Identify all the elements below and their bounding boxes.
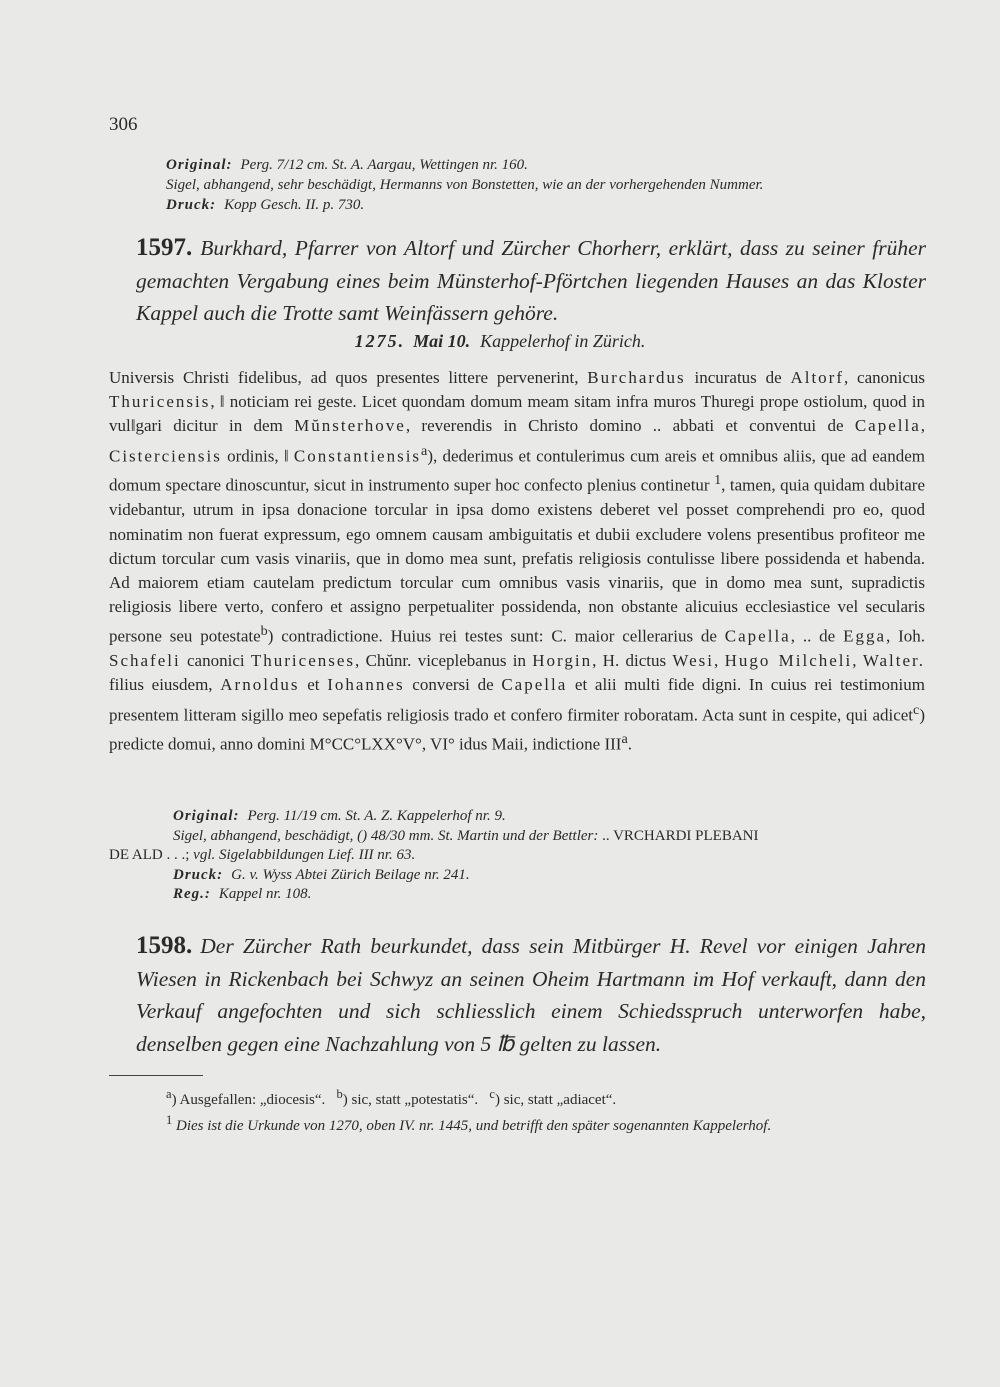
date-year: 1275. <box>354 331 406 351</box>
original-line: Original: Perg. 11/19 cm. St. A. Z. Kappelerhof nr. 9. <box>173 808 506 824</box>
footnote-1: $^1$ Dies ist die Urkunde von 1270, oben IV. nr. 1445, und betrifft den später sogenannten Kappelerhof. <box>166 1113 772 1134</box>
entry-summary: Burkhard, Pfarrer von Altorf und Zürcher Chorherr, erklärt, dass zu seiner früher gemachten Vergabung eines beim Münsterhof-Pförtchen liegenden Hauses an das Kloster Kappel auch die Trotte samt Weinfässern gehöre. <box>136 236 926 325</box>
page-number: 306 <box>109 114 138 135</box>
entry-number: 1597. <box>136 234 193 261</box>
druck-label: Druck: <box>166 197 217 213</box>
sigel-line-2: DE ALD . . .; vgl. Sigelabbildungen Lief. III nr. 63. <box>109 847 416 863</box>
sigel-line: Sigel, abhangend, beschädigt, () 48/30 mm. St. Martin und der Bettler: .. VRCHARDI PLEBANI <box>173 827 759 844</box>
entry-1597-heading <box>136 232 926 330</box>
original-label: Original: <box>166 157 233 173</box>
original-text: Perg. 7/12 cm. St. A. Aargau, Wettingen nr. 160. <box>240 157 528 173</box>
date-place: Kappelerhof in Zürich. <box>480 331 646 351</box>
footnote-letters: $^a$) Ausgefallen: „diocesis“. $^b$) sic, statt „potestatis“. $^c$) sic, statt „adiacet“. <box>166 1087 617 1108</box>
entry-1597-dateline <box>0 331 1000 352</box>
entry-1597-text: Universis Christi fidelibus, ad quos presentes littere pervenerint, Burchardus incuratus de Altorf, canonicus Thuricensis, ‖ noticiam rei geste. Licet quondam domum meam sitam infra muros Thuregi prope ostiolum, quod in vul‖gari dicitur in dem Mŭnsterhove, reverendis in Christo domino .. abbati et conventui de Capella, Cisterciensis ordinis, ‖ Constantiensis$^a$), dederimus et contulerimus cum areis et omnibus aliis, que ad eandem domum spectare dinoscuntur, sicut in instrumento super hoc confecto plenius continetur $^1$, tamen, quia quidam dubitare videbantur, utrum in ipsa donacione torcular in ipsa domo existens deberet vel posset comprehendi pro eo, quod nominatim non fuerat expressum, ego omnem causam ambiguitatis et dubii excludere volens presentibus profiteor me dictum torcular cum vasis vinariis, que in domo mea sunt, prefatis religiosis contulisse libere possidenda et habenda. Ad maiorem etiam cautelam predictum torcular cum omnibus vasis vinariis, que in domo mea sunt, supradictis religiosis libere verto, confero et assigno perpetualiter possidenda, non obstante alicuius ecclesiastice vel secularis persone seu potestate$^b$) contradictione. Huius rei testes sunt: C. maior cellerarius de Capella, .. de Egga, Ioh. Schafeli canonici Thuricenses, Chŭnr. viceplebanus in Horgin, H. dictus Wesi, Hugo Milcheli, Walter. filius eiusdem, Arnoldus et Iohannes conversi de Capella et alii multi fide digni. In cuius rei testimonium presentem litteram sigillo meo sepefatis religiosis trado et confero firmiter roboratam. Acta sunt in cespite, qui adicet$^c$) predicte domui, anno domini M°CC°LXX°V°, VI° idus Maii, indictione III$^a$. <box>109 368 926 755</box>
entry-1598-heading <box>136 930 926 1060</box>
footnote-divider <box>109 1075 203 1076</box>
prev-original-line <box>166 156 528 175</box>
reg-line: Reg.: Kappel nr. 108. <box>173 886 312 902</box>
date-day: Mai 10. <box>413 331 471 351</box>
entry-summary: Der Zürcher Rath beurkundet, dass sein Mitbürger H. Revel vor einigen Jahren Wiesen in Rickenbach bei Schwyz an seinen Oheim Hartmann im Hof verkauft, dann den Verkauf angefochten und sich schliesslich einem Schiedsspruch unterworfen habe, denselben gegen eine Nachzahlung von 5 ℔ gelten zu lassen. <box>136 934 926 1056</box>
prev-sigel-line: Sigel, abhangend, sehr beschädigt, Hermanns von Bonstetten, wie an der vorhergehenden Nummer. <box>166 177 764 193</box>
prev-druck-line <box>166 196 364 215</box>
entry-1597-meta <box>109 807 925 905</box>
druck-text: Kopp Gesch. II. p. 730. <box>224 197 365 213</box>
druck-line: Druck: G. v. Wyss Abtei Zürich Beilage nr. 241. <box>173 866 470 883</box>
entry-number: 1598. <box>136 932 193 959</box>
